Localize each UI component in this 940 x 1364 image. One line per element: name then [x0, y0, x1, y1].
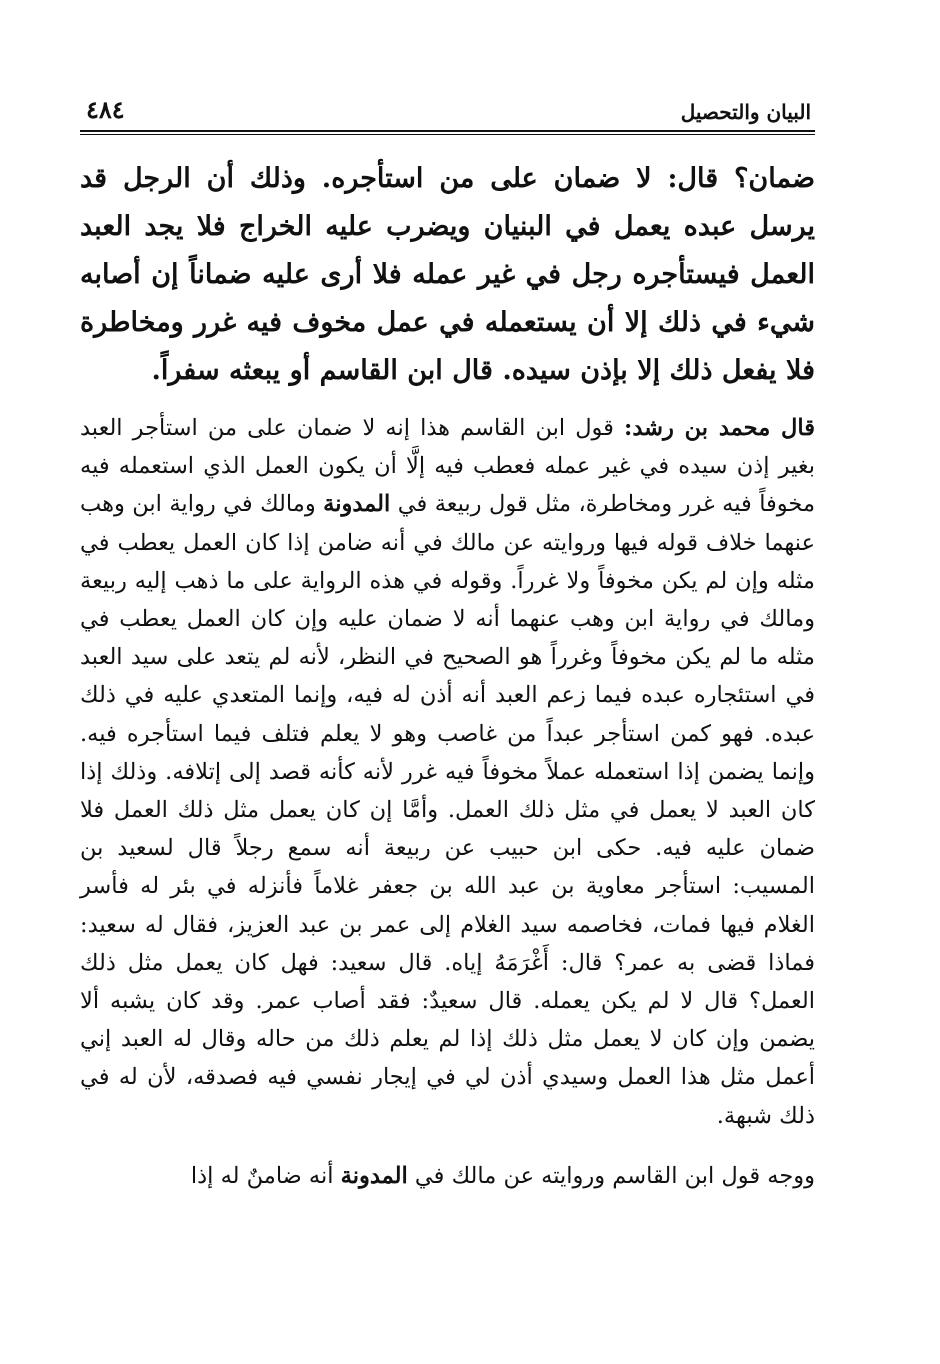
running-header: [80, 70, 815, 124]
continuation-part-2: أنه ضامنٌ له إذا: [190, 1163, 341, 1190]
continuation-term-mudawwana: المدونة: [340, 1163, 408, 1190]
book-title: البيان والتحصيل: [680, 100, 811, 124]
continuation-part-1: ووجه قول ابن القاسم وروايته عن مالك في: [407, 1163, 815, 1190]
source-term-mudawwana: المدونة: [323, 491, 391, 518]
header-rule: [80, 130, 815, 135]
book-page: [80, 70, 815, 1218]
commentary-text: [80, 409, 815, 1135]
commentary-paragraph: [80, 409, 815, 1135]
commentary-part-1: قول ابن القاسم هذا إنه لا ضمان على من استأجر العبد بغير إذن سيده في غير عمله فعطب فيه إلَّا أن يكون العمل الذي استعمله فيه مخوفاً فيه غرر ومخاطرة، مثل قول ربيعة في: [80, 415, 815, 518]
continuation-text: [80, 1157, 815, 1195]
matn-paragraph: [80, 155, 815, 395]
page-number: ٤٨٤: [86, 95, 125, 124]
commentary-part-2: ومالك في رواية ابن وهب عنهما خلاف قوله فيها وروايته عن مالك في أنه ضامن إذا كان العمل يعطب في مثله وإن لم يكن مخوفاً ولا غرراً. وقوله في هذه الرواية على ما ذهب إليه ربيعة ومالك في رواية ابن وهب عنهما أنه لا ضمان عليه وإن كان العمل يعطب في مثله ما لم يكن مخوفاً وغرراً هو الصحيح في النظر، لأنه لم يتعد على سيد العبد في استئجاره عبده فيما زعم العبد أنه أذن له فيه، وإنما المتعدي عليه في ذلك عبده. فهو كمن استأجر عبداً من غاصب وهو لا يعلم فتلف فيما استأجره فيه. وإنما يضمن إذا استعمله عملاً مخوفاً فيه غرر لأنه كأنه قصد إلى إتلافه. وذلك إذا كان العبد لا يعمل في مثل ذلك العمل. وأمَّا إن كان يعمل مثل ذلك العمل فلا ضمان عليه فيه. حكى ابن حبيب عن ربيعة أنه سمع رجلاً قال لسعيد بن المسيب: استأجر معاوية بن عبد الله بن جعفر غلاماً فأنزله في بئر له فأسر الغلام فيها فمات، فخاصمه سيد الغلام إلى عمر بن عبد العزيز، فقال له سعيد: فماذا قضى به عمر؟ قال: أَغْرَمَهُ إياه. قال سعيد: فهل كان يعمل مثل ذلك العمل؟ قال لا لم يكن يعمله. قال سعيدٌ: فقد أصاب عمر. وقد كان يشبه ألا يضمن وإن كان لا يعمل مثل ذلك إذا لم يعلم ذلك من حاله وقال له العبد إني أعمل مثل هذا العمل وسيدي أذن لي في إيجار نفسي فيه فصدقه، لأن له في ذلك شبهة.: [80, 491, 815, 1129]
continuation-paragraph: [80, 1157, 815, 1195]
matn-text: ضمان؟ قال: لا ضمان على من استأجره. وذلك أن الرجل قد يرسل عبده يعمل في البنيان ويضرب عليه الخراج فلا يجد العبد العمل فيستأجره رجل في غير عمله فلا أرى عليه ضماناً إن أصابه شيء في ذلك إلا أن يستعمله في عمل مخوف فيه غرر ومخاطرة فلا يفعل ذلك إلا بإذن سيده. قال ابن القاسم أو يبعثه سفراً.: [80, 163, 815, 386]
commentator-name: قال محمد بن رشد:: [624, 415, 816, 441]
